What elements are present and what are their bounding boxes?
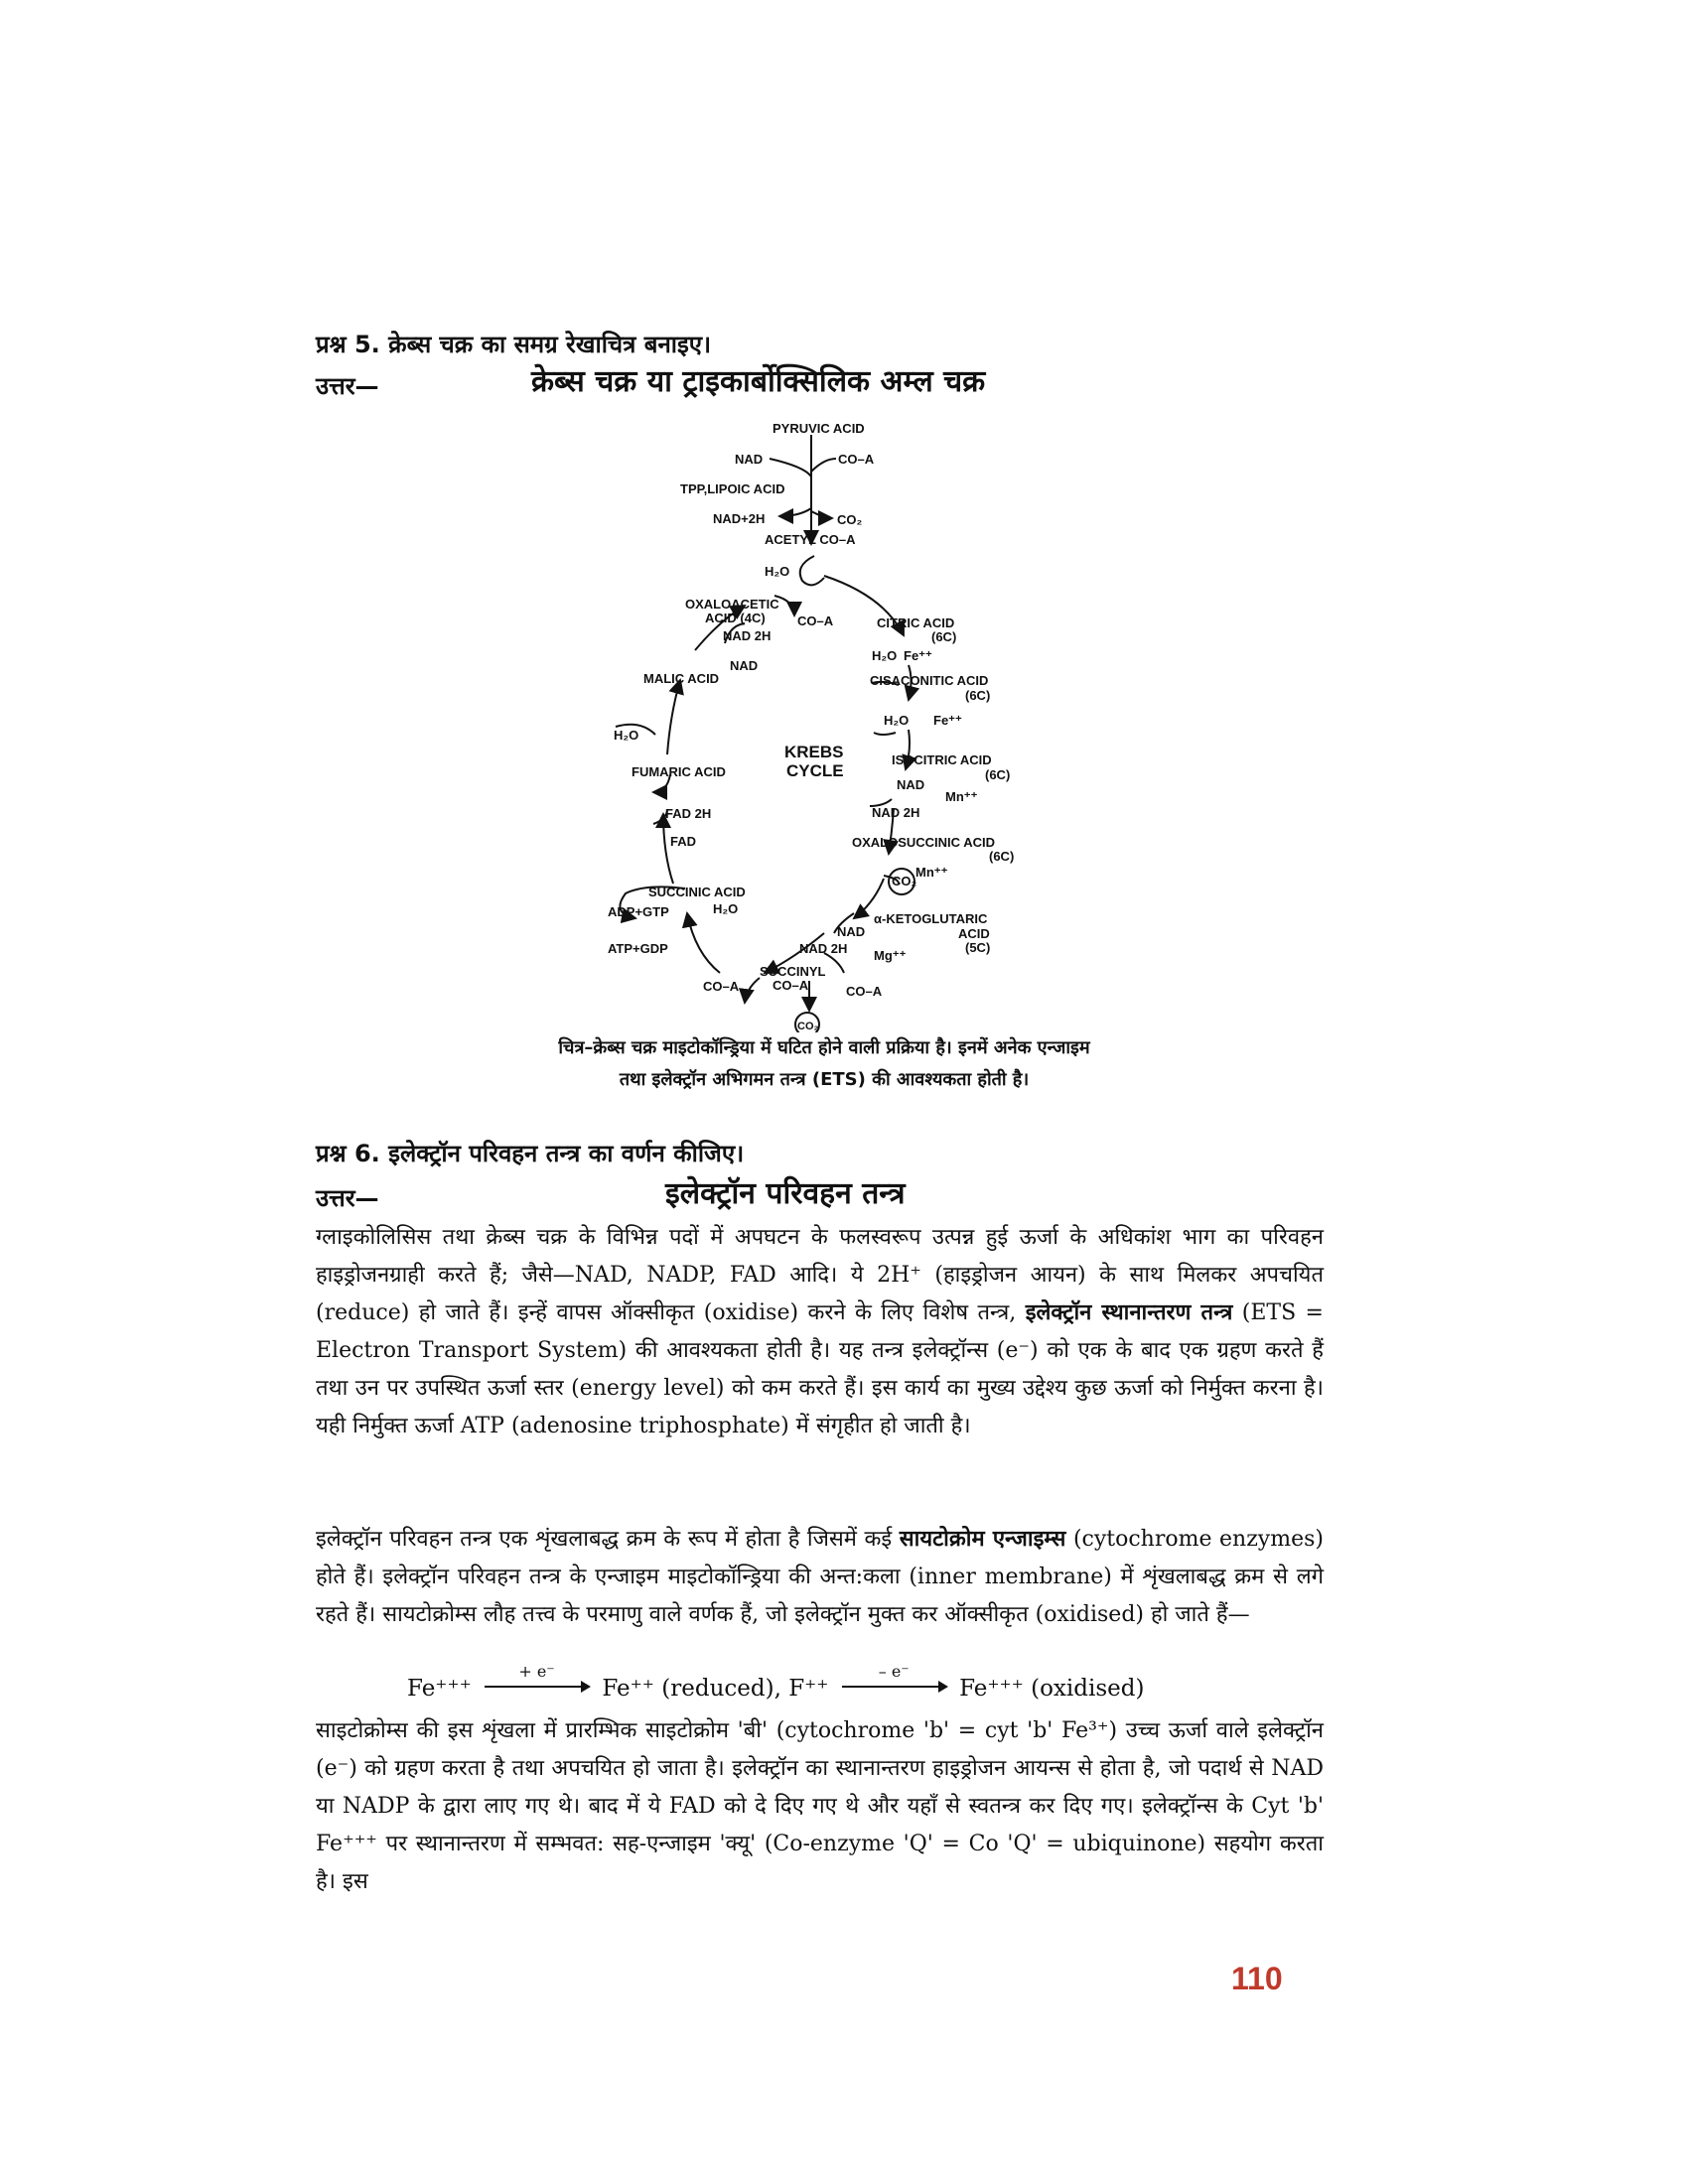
- label-mg: Mg⁺⁺: [874, 948, 907, 963]
- equation-arrow-2-label: – e⁻: [878, 1662, 910, 1681]
- label-succinic: SUCCINIC ACID: [648, 885, 746, 899]
- label-oxaloacetic: OXALOACETIC: [685, 597, 779, 612]
- coa-in-right-curve: [824, 953, 844, 973]
- label-c6b: (6C): [965, 688, 991, 703]
- equation-term-3: Fe⁺⁺⁺ (oxidised): [959, 1676, 1145, 1702]
- label-acid-kg: ACID: [958, 926, 990, 941]
- caption-line-1: चित्र–क्रेब्स चक्र माइटोकॉन्ड्रिया में घटित होने वाली प्रक्रिया है। इनमें अनेक एन्जाइम: [558, 1037, 1090, 1058]
- label-malic: MALIC ACID: [643, 671, 720, 686]
- equation-arrow-2: [842, 1662, 946, 1688]
- label-co2-3: CO₂: [797, 1021, 819, 1032]
- label-coa-l: CO–A: [703, 979, 740, 994]
- coa-in-curve: [811, 459, 836, 472]
- paragraph-1-part-b: (ETS = Electron Transport System) की आवश्यकता होती है। यह तन्त्र इलेक्ट्रॉन्स (e⁻) को एक के बाद एक ग्रहण करते हैं तथा उन पर उपस्थित ऊर्जा स्तर (energy level) को कम करते हैं। इस कार्य का मुख्य उद्देश्य कुछ ऊर्जा को निर्मुक्त करना है। यही निर्मुक्त ऊर्जा ATP (adenosine triphosphate) में संगृहीत हो जाती है।: [316, 1300, 1324, 1438]
- label-coa-r: CO–A: [846, 984, 883, 999]
- label-atpgdp: ATP+GDP: [608, 941, 668, 956]
- label-nad2h-2: NAD 2H: [872, 805, 920, 820]
- caption-line-2: तथा इलेक्ट्रॉन अभिगमन तन्त्र (ETS) की आवश्यकता होती है।: [619, 1069, 1030, 1090]
- nad-in-curve: [770, 459, 811, 477]
- label-adpgtp: ADP+GTP: [608, 904, 669, 919]
- label-citric: CITRIC ACID: [877, 615, 955, 630]
- equation: [407, 1662, 1145, 1702]
- label-coa-mid: CO–A: [797, 614, 834, 628]
- paragraph-2-part-a: इलेक्ट्रॉन परिवहन तन्त्र एक शृंखलाबद्ध क्रम के रूप में होता है जिसमें कई: [316, 1527, 893, 1552]
- label-isocitric: ISOCITRIC ACID: [892, 752, 992, 767]
- label-c6c: (6C): [985, 767, 1011, 782]
- paragraph-2-bold: सायटोक्रोम एन्जाइम्स: [899, 1527, 1066, 1552]
- question-5: [316, 328, 711, 360]
- to-fumaric-arrow: [663, 814, 673, 884]
- h2o-in-curve: [800, 556, 824, 585]
- label-tpp: TPP,LIPOIC ACID: [680, 481, 785, 496]
- question-6-text: इलेक्ट्रॉन परिवहन तन्त्र का वर्णन कीजिए।: [388, 1140, 745, 1167]
- label-fe-1: Fe⁺⁺: [904, 648, 932, 663]
- label-co2-2: CO₂: [892, 874, 917, 888]
- paragraph-2-part-b: (cytochrome enzymes) होते हैं। इलेक्ट्रॉन परिवहन तन्त्र के एन्जाइम माइटोकॉन्ड्रिया की अन्त:कला (inner membrane) में शृंखलाबद्ध क्रम से लगे रहते हैं। सायटोक्रोम्स लौह तत्त्व के परमाणु वाले वर्णक हैं, जो इलेक्ट्रॉन मुक्त कर ऑक्सीकृत (oxidised) हो जाते हैं—: [316, 1527, 1324, 1627]
- answer-5-heading: क्रेब्स चक्र या ट्राइकार्बोक्सिलिक अम्ल चक्र: [531, 364, 986, 399]
- page-number: 110: [1231, 1961, 1283, 1996]
- label-fad: FAD: [670, 834, 696, 849]
- label-nad-3: NAD: [837, 924, 866, 939]
- label-h2o-3: H₂O: [614, 728, 639, 743]
- paragraph-2: [316, 1521, 1324, 1634]
- label-mn-2: Mn⁺⁺: [915, 865, 948, 880]
- label-nad-1: NAD: [730, 658, 759, 673]
- coa-out-left-curve: [745, 978, 760, 1003]
- label-acetyl: ACETYL CO–A: [765, 532, 856, 547]
- label-fad2h: FAD 2H: [665, 806, 712, 821]
- label-coa-top: CO–A: [838, 452, 875, 467]
- question-6-prefix: प्रश्न 6.: [316, 1140, 380, 1167]
- label-succinyl: SUCCINYL: [760, 964, 826, 979]
- paragraph-1-part-a: ग्लाइकोलिसिस तथा क्रेब्स चक्र के विभिन्न पदों में अपघटन के फलस्वरूप उत्पन्न हुई ऊर्जा के अधिकांश भाग का परिवहन हाइड्रोजनग्राही करते हैं; जैसे—NAD, NADP, FAD आदि। ये 2H⁺ (हाइड्रोजन आयन) के साथ मिलकर अपचयित (reduce) हो जाते हैं। इन्हें वापस ऑक्सीकृत (oxidise) करने के लिए विशेष तन्त्र,: [316, 1225, 1324, 1325]
- diagram-caption: [377, 1032, 1271, 1096]
- label-pyruvic: PYRUVIC ACID: [773, 421, 865, 436]
- label-c6a: (6C): [931, 629, 957, 644]
- equation-term-1: Fe⁺⁺⁺: [407, 1676, 472, 1702]
- question-5-prefix: प्रश्न 5.: [316, 331, 380, 358]
- label-nad-2: NAD: [897, 777, 925, 792]
- paragraph-1-bold: इलेक्ट्रॉन स्थानान्तरण तन्त्र: [1025, 1300, 1233, 1325]
- krebs-cycle-diagram: [556, 417, 1053, 1032]
- to-malic-arrow: [667, 680, 680, 754]
- label-nad2h-3: NAD 2H: [799, 941, 848, 956]
- label-nad2h-top: NAD+2H: [713, 511, 766, 526]
- answer-5-label: उत्तर—: [316, 372, 379, 400]
- answer-6-heading: इलेक्ट्रॉन परिवहन तन्त्र: [665, 1176, 906, 1211]
- label-h2o-2: H₂O: [884, 713, 910, 728]
- label-ketoglutaric: α-KETOGLUTARIC: [874, 911, 988, 926]
- paragraph-1: [316, 1219, 1324, 1445]
- question-6: [316, 1137, 744, 1169]
- label-co2-top: CO₂: [837, 512, 863, 527]
- label-nad-top: NAD: [735, 452, 764, 467]
- nad2h-out-curve: [779, 508, 811, 516]
- question-5-text: क्रेब्स चक्र का समग्र रेखाचित्र बनाइए।: [388, 331, 712, 358]
- co2-out-curve: [811, 511, 832, 518]
- label-c5: (5C): [965, 940, 991, 955]
- label-cycle: CYCLE: [786, 761, 844, 780]
- equation-term-2: Fe⁺⁺ (reduced), F⁺⁺: [602, 1676, 829, 1702]
- label-nad2h-1: NAD 2H: [723, 628, 772, 643]
- label-c6d: (6C): [989, 849, 1015, 864]
- label-acid4c: ACID (4C): [705, 611, 766, 625]
- to-succinic-arrow: [687, 913, 720, 973]
- h2o-isocitric-curve: [874, 733, 896, 735]
- answer-6-label: उत्तर—: [316, 1184, 379, 1212]
- paragraph-3: साइटोक्रोम्स की इस शृंखला में प्रारम्भिक साइटोक्रोम 'बी' (cytochrome 'b' = cyt 'b' Fe³⁺) उच्च ऊर्जा वाले इलेक्ट्रॉन (e⁻) को ग्रहण करता है तथा अपचयित हो जाता है। इलेक्ट्रॉन का स्थानान्तरण हाइड्रोजन आयन्स से होता है, जो पदार्थ से NAD या NADP के द्वारा लाए गए थे। बाद में ये FAD को दे दिए गए थे और यहाँ से स्वतन्त्र कर दिए गए। इलेक्ट्रॉन्स के Cyt 'b' Fe⁺⁺⁺ पर स्थानान्तरण में सम्भवत: सह-एन्जाइम 'क्यू' (Co-enzyme 'Q' = Co 'Q' = ubiquinone) सहयोग करता है। इस: [316, 1718, 1324, 1894]
- equation-arrow-1: [485, 1662, 589, 1688]
- equation-arrow-1-label: + e⁻: [518, 1662, 555, 1681]
- label-h2o-4: H₂O: [713, 901, 739, 916]
- label-mn-1: Mn⁺⁺: [945, 789, 978, 804]
- label-h2o-top: H₂O: [765, 564, 790, 579]
- label-oxalosuccinic: OXALOSUCCINIC ACID: [852, 835, 995, 850]
- label-fumaric: FUMARIC ACID: [632, 764, 726, 779]
- label-krebs: KREBS: [784, 743, 844, 761]
- label-cisaconitic: CISACONITIC ACID: [870, 673, 989, 688]
- label-coa-s: CO–A: [773, 978, 809, 993]
- label-fe-2: Fe⁺⁺: [933, 713, 962, 728]
- label-h2o-1: H₂O: [872, 648, 898, 663]
